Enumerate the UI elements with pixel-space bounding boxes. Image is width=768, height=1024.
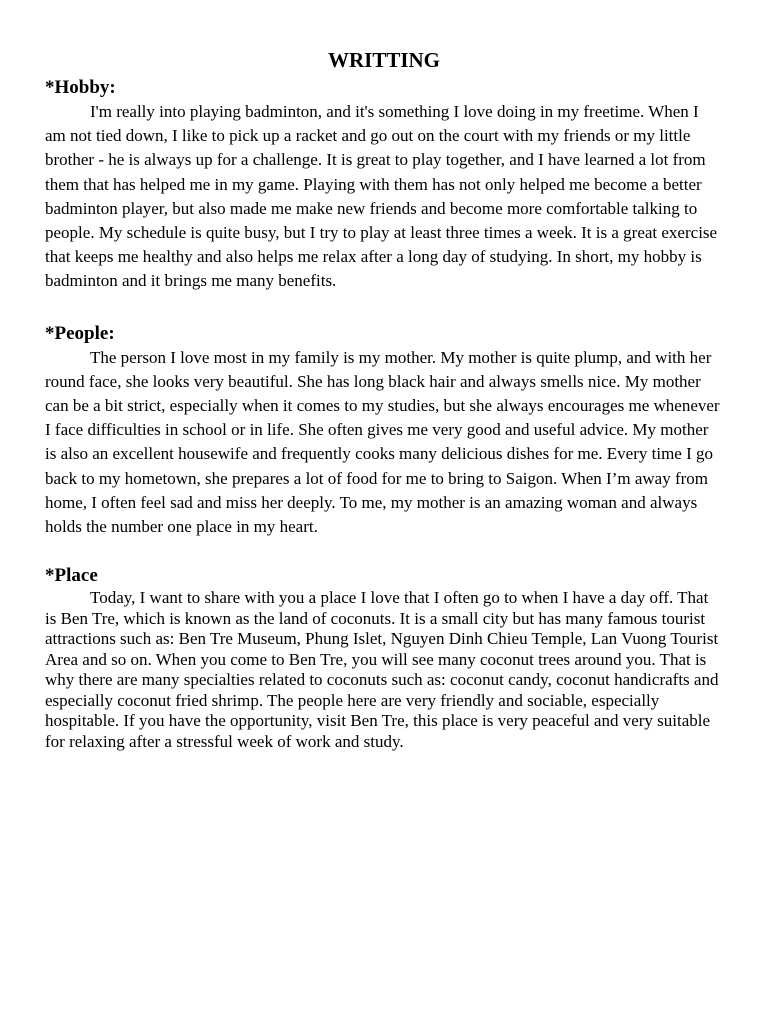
document-page xyxy=(45,46,723,752)
section-body-hobby: I'm really into playing badminton, and it's something I love doing in my freetime. When I am not tied down, I like to pick up a racket and go out on the court with my friends or my little brother - he is always up for a challenge. It is great to play together, and I have learned a lot from them that has helped me in my game. Playing with them has not only helped me become a better badminton player, but also made me make new friends and become more comfortable talking to people. My schedule is quite busy, but I try to play at least three times a week. It is a great exercise that keeps me healthy and also helps me relax after a long day of studying. In short, my hobby is badminton and it brings me many benefits. xyxy=(45,102,718,291)
document-title: WRITTING xyxy=(327,48,441,72)
section-heading-hobby: *Hobby: xyxy=(45,77,116,98)
section-body-people: The person I love most in my family is my mother. My mother is quite plump, and with her round face, she looks very beautiful. She has long black hair and always smells nice. My mother can be a bit strict, especially when it comes to my studies, but she always encourages me whenever I face difficulties in school or in life. She often gives me very good and useful advice. My mother is also an excellent housewife and frequently cooks many delicious dishes for me. Every time I go back to my hometown, she prepares a lot of food for me to bring to Saigon. When I’m away from home, I often feel sad and miss her deeply. To me, my mother is an amazing woman and always holds the number one place in my heart. xyxy=(45,347,720,537)
section-heading-place: *Place xyxy=(45,565,98,587)
section-heading-people: *People: xyxy=(45,322,115,344)
section-body-place: Today, I want to share with you a place I love that I often go to when I have a day off. That is Ben Tre, which is known as the land of coconuts. It is a small city but has many famous tourist attractions such as: Ben Tre Museum, Phung Islet, Nguyen Dinh Chieu Temple, Lan Vuong Tourist Area and so on. When you come to Ben Tre, you will see many coconut trees around you. That is why there are many specialties related to coconuts such as: coconut candy, coconut handicrafts and especially coconut fried shrimp. The people here are very friendly and sociable, especially hospitable. If you have the opportunity, visit Ben Tre, this place is very peaceful and very suitable for relaxing after a stressful week of work and study. xyxy=(45,588,719,751)
